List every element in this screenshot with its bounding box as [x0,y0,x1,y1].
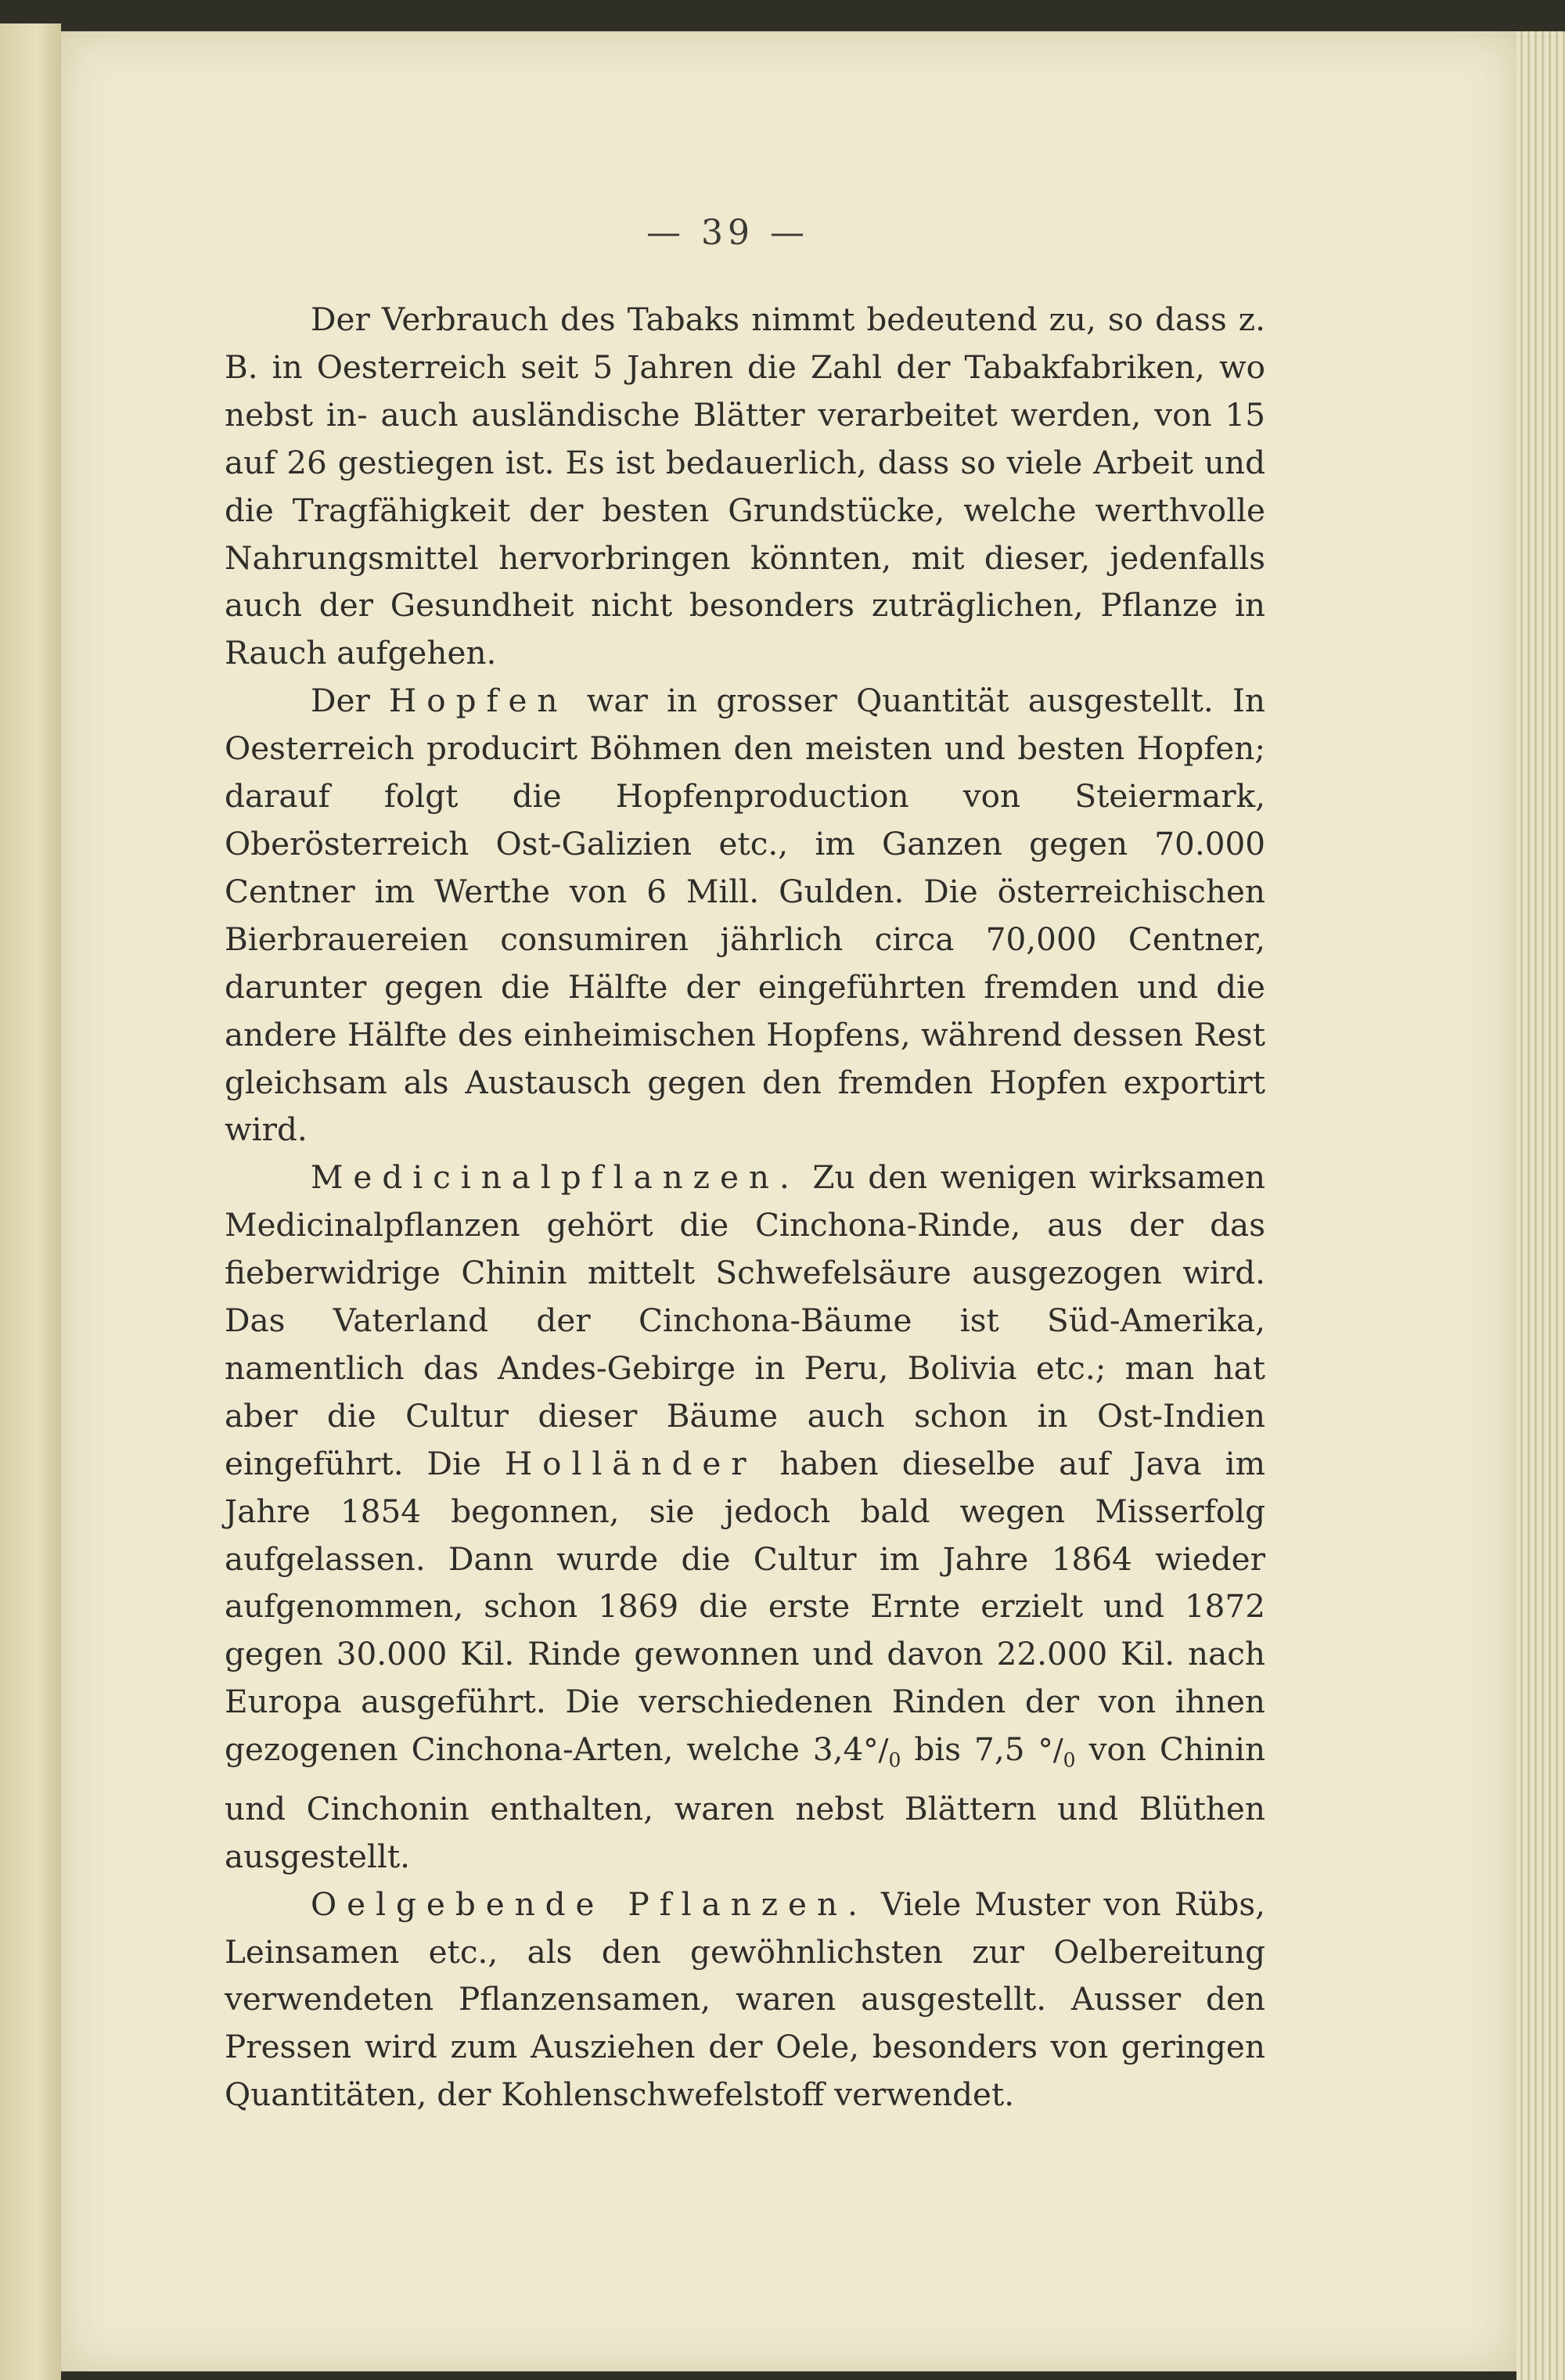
paragraph-medicinal-plants: Medicinalpflanzen. Zu den wenigen wirksamen Medicinalpflanzen gehört die Cinchona-Rinde, aus der das fieberwidrige Chinin mittelt Schwefelsäure ausgezogen wird. Das Vaterland der Cinchona-Bäume ist Süd-Amerika, namentlich das Andes-Gebirge in Peru, Bolivia etc.; man hat aber die Cultur dieser Bäume auch schon in Ost-Indien eingeführt. Die Holländer haben dieselbe auf Java im Jahre 1854 begonnen, sie jedoch bald wegen Misserfolg aufgelassen. Dann wurde die Cultur im Jahre 1864 wieder aufgenommen, schon 1869 die erste Ernte erzielt und 1872 gegen 30.000 Kil. Rinde gewonnen und davon 22.000 Kil. nach Europa ausgeführt. Die verschiedenen Rinden der von ihnen gezogenen Cinchona-Arten, welche $3,4^\circ/_0$ bis 7,5 $^\circ/_0$ von Chinin und Cinchonin enthalten, waren nebst Blättern und Blüthen ausgestellt. [225,1158,1266,1875]
paragraph-tobacco: Der Verbrauch des Tabaks nimmt bedeutend zu, so dass z. B. in Oesterreich seit 5 Jahren die Zahl der Tabakfabriken, wo nebst in- auch ausländische Blätter verarbeitet werden, von 15 auf 26 gestiegen ist. Es ist bedauerlich, dass so viele Arbeit und die Tragfähigkeit der besten Grundstücke, welche werthvolle Nahrungsmittel hervorbringen könnten, mit dieser, jedenfalls auch der Gesundheit nicht besonders zuträglichen, Pflanze in Rauch aufgehen. [225,301,1265,672]
percent-sign: $^\circ/_0$ [1038,1733,1076,1772]
emphasis-hopfen: Hopfen [389,682,568,720]
body-text [225,296,1265,2119]
paragraph-hops: Der Hopfen war in grosser Quantität ausgestellt. In Oesterreich producirt Böhmen den meisten und besten Hopfen; darauf folgt die Hopfenproduction von Steiermark, Oberösterreich Ost-Galizien etc., im Ganzen gegen 70.000 Centner im Werthe von 6 Mill. Gulden. Die österreichischen Bierbrauereien consumiren jährlich circa 70,000 Centner, darunter gegen die Hälfte der eingeführten fremden und die andere Hälfte des einheimischen Hopfens, während dessen Rest gleichsam als Austausch gegen den fremden Hopfen exportirt wird. [225,682,1266,1149]
section-heading-medicinalpflanzen: Medicinalpflanzen. [311,1158,800,1197]
previous-page-edge [0,23,61,2380]
emphasis-hollaender: Holländer [504,1444,757,1482]
percent-sign: $^\circ/_0$ [863,1733,901,1772]
page-stack-edge [1516,31,1565,2380]
page-number: — 39 — [646,213,809,253]
paragraph-oil-plants: Oelgebende Pflanzen. Viele Muster von Rübs, Leinsamen etc., als den gewöhnlichsten zur Oelbereitung verwendeten Pflanzensamen, waren ausgestellt. Ausser den Pressen wird zum Ausziehen der Oele, besonders von geringen Quantitäten, der Kohlenschwefelstoff verwendet. [225,1885,1265,2114]
section-heading-oelgebende-pflanzen: Oelgebende Pflanzen. [311,1885,868,1923]
